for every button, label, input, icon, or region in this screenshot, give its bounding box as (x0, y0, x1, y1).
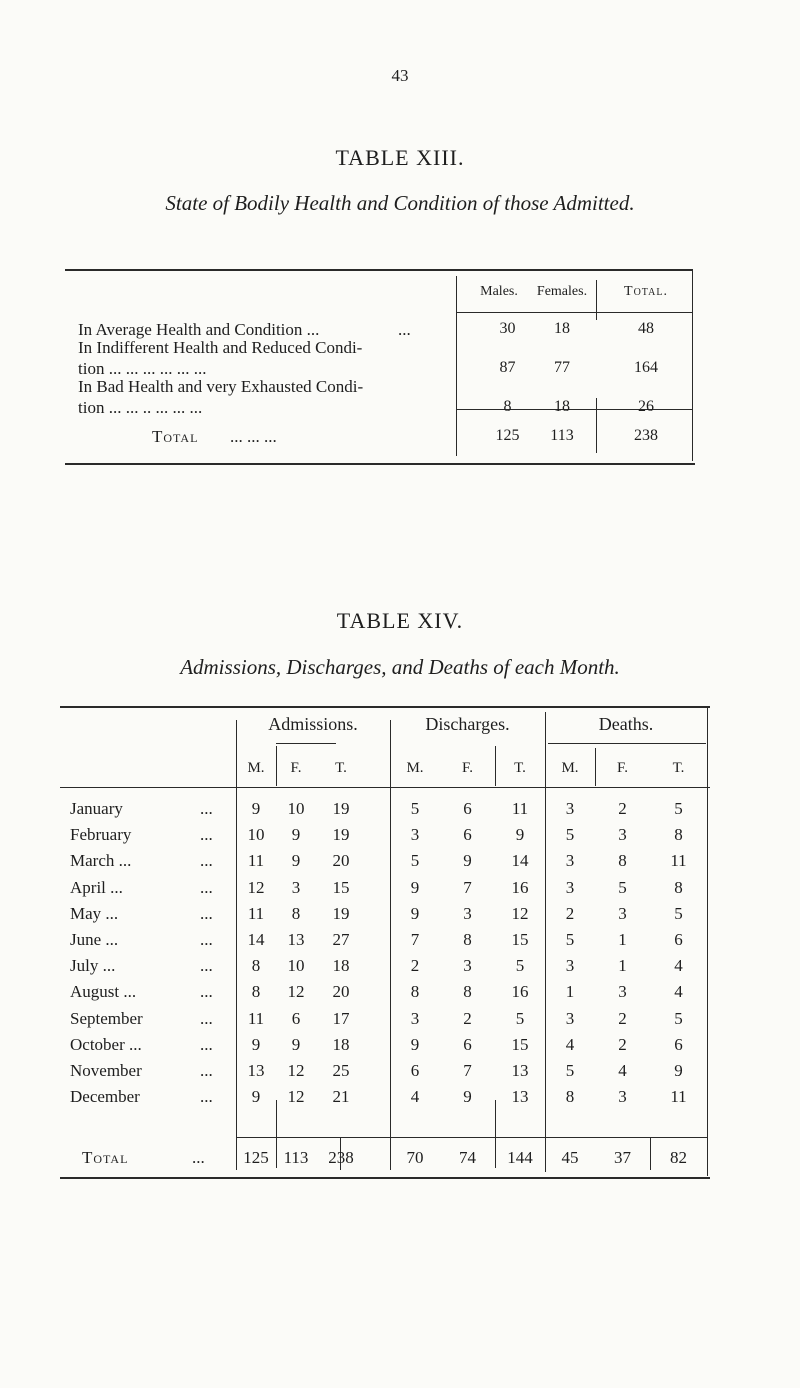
t14-total-cell: 113 (283, 1148, 309, 1167)
page-number: 43 (391, 66, 409, 85)
t14-cell: 5 (674, 904, 683, 923)
t14-cell: 8 (565, 1087, 575, 1106)
t14-cell: 9 (410, 878, 420, 897)
t14-cell: 3 (618, 982, 627, 1001)
t14-cell: 16 (511, 982, 529, 1001)
t14-cell: 9 (251, 1087, 261, 1106)
t14-cell: 1 (565, 982, 575, 1001)
t13-header-rule (456, 312, 692, 313)
t14-cell: 9 (674, 1061, 683, 1080)
t14-cell: 5 (410, 851, 420, 870)
t14-cell: 3 (463, 904, 472, 923)
t14-cell: 21 (332, 1087, 350, 1106)
t14-cell: 5 (565, 930, 575, 949)
t14-cell: 18 (332, 1035, 350, 1054)
t14-cell: 9 (251, 1035, 261, 1054)
t14-cell: 1 (618, 930, 627, 949)
t14-cell: 19 (332, 904, 350, 923)
t14-row-label: March ... (70, 851, 132, 870)
t13-row-2-label-b: tion ... ... ... ... ... ... (78, 359, 207, 378)
t14-cell: 13 (511, 1061, 529, 1080)
t14-row-dots: ... (200, 956, 213, 975)
t13-r2-males: 87 (499, 359, 516, 376)
t14-cell: 3 (410, 1009, 420, 1028)
t14-group-discharges: Discharges. (425, 714, 510, 734)
t14-subheader-5: T. (514, 760, 526, 776)
t14-header-rule (60, 787, 710, 788)
t13-row-3-label-b: tion ... ... .. ... ... ... (78, 398, 203, 417)
t14-subheader-2: T. (335, 760, 347, 776)
t14-cell: 6 (410, 1061, 420, 1080)
t14-cell: 11 (247, 904, 265, 923)
t14-cell: 11 (247, 851, 265, 870)
t14-row-dots: ... (200, 878, 213, 897)
t14-subheader-4: F. (462, 760, 473, 776)
t14-cell: 8 (251, 956, 261, 975)
t14-cell: 6 (674, 1035, 683, 1054)
t14-cell: 8 (463, 930, 472, 949)
t14-subheader-1: F. (290, 760, 302, 776)
t14-cell: 2 (565, 904, 575, 923)
t13-right-border (692, 269, 693, 461)
t14-row-dots: ... (200, 799, 213, 818)
t14-cell: 3 (565, 878, 575, 897)
t14-row-dots: ... (200, 1061, 213, 1080)
t14-top-rule (60, 706, 710, 708)
t14-cell: 3 (565, 851, 575, 870)
t14-cell: 16 (511, 878, 529, 897)
t14-cell: 7 (463, 1061, 472, 1080)
t14-adm-group-rule (276, 743, 336, 744)
t14-cell: 3 (618, 904, 627, 923)
t14-cell: 5 (618, 878, 627, 897)
table-xiii-title: TABLE XIII. (335, 145, 465, 170)
t14-cell: 7 (410, 930, 420, 949)
t13-r2-total: 164 (634, 359, 658, 376)
t14-row-label: July ... (70, 956, 116, 975)
t13-r1-females: 18 (554, 320, 570, 337)
t14-cell: 8 (410, 982, 420, 1001)
t14-row-label: December (70, 1087, 140, 1106)
t14-cell: 12 (247, 878, 265, 897)
t14-cell: 8 (291, 904, 301, 923)
t14-row-label: January (70, 799, 123, 818)
t14-total-cell: 70 (406, 1148, 424, 1167)
t14-cell: 10 (287, 799, 305, 818)
t14-row-dots: ... (200, 851, 213, 870)
t14-row-dots: ... (200, 1035, 213, 1054)
t14-cell: 10 (287, 956, 305, 975)
t14-cell: 15 (511, 1035, 529, 1054)
t13-top-rule (65, 269, 693, 271)
t14-cell: 6 (291, 1009, 301, 1028)
t14-cell: 5 (565, 825, 575, 844)
t14-cell: 19 (332, 825, 350, 844)
t14-right-border (707, 706, 708, 1176)
t14-row-label: May ... (70, 904, 119, 923)
t14-subheader-6: M. (561, 760, 579, 776)
t14-cell: 15 (511, 930, 529, 949)
t13-r2-females: 77 (554, 359, 570, 376)
t14-subheader-8: T. (672, 760, 685, 776)
t14-row-label: February (70, 825, 132, 844)
t14-row-dots: ... (200, 982, 213, 1001)
t14-row-label: June ... (70, 930, 119, 949)
t14-row-dots: ... (200, 930, 213, 949)
t14-cell: 6 (674, 930, 683, 949)
t14-cell: 7 (463, 878, 472, 897)
t14-cell: 5 (515, 956, 525, 975)
t13-r3-total: 26 (638, 398, 654, 415)
t14-subheader-3: M. (406, 760, 424, 776)
t14-cell: 17 (332, 1009, 350, 1028)
t14-cell: 27 (332, 930, 350, 949)
t14-cell: 6 (463, 799, 472, 818)
t14-cell: 14 (247, 930, 265, 949)
t14-cell: 8 (463, 982, 472, 1001)
t14-cell: 9 (410, 904, 420, 923)
table-xiv-title: TABLE XIV. (336, 608, 464, 633)
t14-total-cell: 238 (328, 1148, 354, 1167)
t14-cell: 9 (291, 1035, 301, 1054)
t14-total-cell: 74 (459, 1148, 476, 1167)
t14-cell: 20 (332, 851, 350, 870)
t14-cell: 4 (410, 1087, 420, 1106)
t13-r1-males: 30 (499, 320, 516, 337)
t14-cell: 2 (618, 799, 627, 818)
t14-cell: 11 (670, 1087, 687, 1106)
t14-cell: 9 (463, 851, 472, 870)
t14-cell: 15 (332, 878, 350, 897)
t14-row-dots: ... (200, 825, 213, 844)
table-xiii-subtitle: State of Bodily Health and Condition of those Admitted. (165, 191, 635, 215)
t14-group-deaths: Deaths. (598, 714, 654, 734)
t14-row-label: September (70, 1009, 143, 1028)
t13-total-label: Total (152, 427, 199, 446)
t14-row-label: April ... (70, 878, 123, 897)
t14-cell: 12 (287, 982, 305, 1001)
t13-row-3-label-a: In Bad Health and very Exhausted Condi- (78, 377, 364, 396)
t14-cell: 13 (247, 1061, 265, 1080)
t13-row-1-label: In Average Health and Condition ... (78, 320, 320, 339)
t14-cell: 11 (670, 851, 687, 870)
t14-cell: 3 (463, 956, 472, 975)
t14-cell: 12 (287, 1087, 305, 1106)
t14-row-dots: ... (200, 904, 213, 923)
t14-cell: 1 (618, 956, 627, 975)
t14-cell: 9 (515, 825, 525, 844)
t14-bottom-rule (60, 1177, 710, 1179)
t14-cell: 3 (618, 1087, 627, 1106)
t14-group-admissions: Admissions. (268, 714, 358, 734)
t14-cell: 2 (463, 1009, 472, 1028)
t14-cell: 3 (291, 878, 301, 897)
t14-cell: 18 (332, 956, 350, 975)
t13-total-males: 125 (495, 427, 520, 444)
t14-cell: 9 (291, 825, 301, 844)
t14-total-dots: ... (192, 1148, 205, 1167)
t14-cell: 5 (565, 1061, 575, 1080)
t14-total-cell: 125 (243, 1148, 269, 1167)
t14-cell: 3 (618, 825, 627, 844)
t13-total-total: 238 (634, 427, 658, 444)
t14-row-label: October ... (70, 1035, 142, 1054)
t13-r3-females: 18 (554, 398, 570, 415)
t14-row-dots: ... (200, 1009, 213, 1028)
t13-total-females: 113 (550, 427, 574, 444)
t14-cell: 11 (511, 799, 529, 818)
t14-row-label: November (70, 1061, 142, 1080)
t14-cell: 9 (251, 799, 261, 818)
t13-r3-males: 8 (503, 398, 512, 415)
t14-total-cell: 82 (670, 1148, 687, 1167)
t14-total-cell: 144 (507, 1148, 533, 1167)
t14-cell: 5 (674, 1009, 683, 1028)
t14-cell: 9 (410, 1035, 420, 1054)
t14-cell: 12 (511, 904, 529, 923)
t13-header-males: Males. (480, 284, 518, 299)
t14-cell: 3 (565, 799, 575, 818)
table-xiv-subtitle: Admissions, Discharges, and Deaths of each Month. (180, 655, 620, 679)
t14-total-cell: 45 (561, 1148, 579, 1167)
t14-cell: 12 (287, 1061, 305, 1080)
t13-total-dots: ... ... ... (230, 427, 277, 446)
t14-total-cell: 37 (614, 1148, 631, 1167)
t14-cell: 5 (674, 799, 683, 818)
t14-cell: 2 (618, 1009, 627, 1028)
t14-row-label: August ... (70, 982, 137, 1001)
t13-col-divider-1 (456, 276, 457, 456)
t13-header-total: Total. (624, 284, 668, 299)
t14-cell: 2 (410, 956, 420, 975)
t13-row-2-label-a: In Indifferent Health and Reduced Condi- (78, 338, 363, 357)
t13-header-females: Females. (536, 284, 588, 299)
t14-cell: 8 (251, 982, 261, 1001)
t14-cell: 14 (511, 851, 529, 870)
t13-r1-total: 48 (638, 320, 654, 337)
t14-row-dots: ... (200, 1087, 213, 1106)
t14-cell: 25 (332, 1061, 350, 1080)
t14-dth-group-rule (548, 743, 706, 744)
t14-cell: 11 (247, 1009, 265, 1028)
t13-row-1-dots: ... (398, 320, 411, 339)
t14-cell: 10 (247, 825, 265, 844)
t14-total-label: Total (82, 1148, 129, 1167)
t14-cell: 8 (674, 878, 683, 897)
t14-cell: 20 (332, 982, 350, 1001)
t14-cell: 3 (565, 956, 575, 975)
t14-cell: 4 (674, 982, 683, 1001)
t14-total-rule (236, 1137, 708, 1138)
t14-subheader-7: F. (617, 760, 628, 776)
t14-cell: 8 (674, 825, 683, 844)
t14-cell: 5 (515, 1009, 525, 1028)
t14-cell: 4 (618, 1061, 627, 1080)
t13-bottom-rule (65, 463, 695, 465)
t14-cell: 5 (410, 799, 420, 818)
t14-cell: 19 (332, 799, 350, 818)
t14-cell: 6 (463, 825, 472, 844)
t14-cell: 4 (565, 1035, 575, 1054)
t14-cell: 8 (618, 851, 627, 870)
t14-cell: 9 (291, 851, 301, 870)
t14-cell: 3 (565, 1009, 575, 1028)
t14-subheader-0: M. (247, 760, 265, 776)
t14-cell: 13 (511, 1087, 529, 1106)
t14-cell: 4 (674, 956, 683, 975)
t14-cell: 13 (287, 930, 305, 949)
t14-cell: 9 (463, 1087, 472, 1106)
t14-cell: 6 (463, 1035, 472, 1054)
t14-cell: 3 (410, 825, 420, 844)
t14-cell: 2 (618, 1035, 627, 1054)
